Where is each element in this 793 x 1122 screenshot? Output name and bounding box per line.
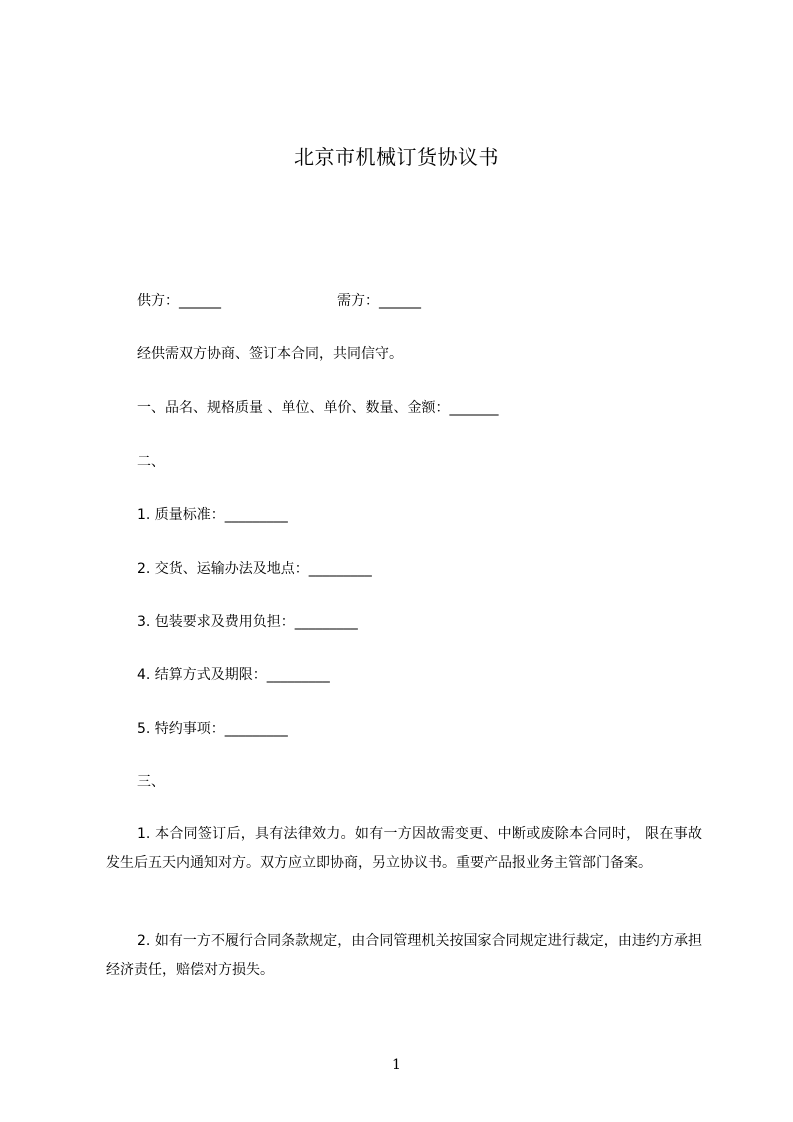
packaging-item: 3. 包装要求及费用负担：_________ [137,614,358,630]
clause-two-paragraph: 2. 如有一方不履行合同条款规定，由合同管理机关按国家合同规定进行裁定，由违约方承担经济责任，赔偿对方损失。 [106,933,702,978]
buyer-field: 需方：______ [337,293,421,309]
section-one-heading: 一、品名、规格质量 、单位、单价、数量、金额：_______ [137,400,499,416]
supplier-field: 供方：______ [137,293,221,309]
special-terms-item: 5. 特约事项：_________ [137,721,288,737]
clause-one-paragraph: 1. 本合同签订后，具有法律效力。如有一方因故需变更、中断或废除本合同时， 限在事故发生后五天内通知对方。双方应立即协商，另立协议书。重要产品报业务主管部门备案。 [106,826,702,871]
delivery-method-item: 2. 交货、运输办法及地点：_________ [137,561,372,577]
quality-standard-item: 1. 质量标准：_________ [137,507,288,523]
intro-text: 经供需双方协商、签订本合同，共同信守。 [137,346,403,362]
page-number: 1 [392,1057,401,1073]
settlement-item: 4. 结算方式及期限：_________ [137,667,330,683]
document-title: 北京市机械订货协议书 [294,145,499,169]
section-three-heading: 三、 [137,774,165,790]
section-two-heading: 二、 [137,454,165,470]
